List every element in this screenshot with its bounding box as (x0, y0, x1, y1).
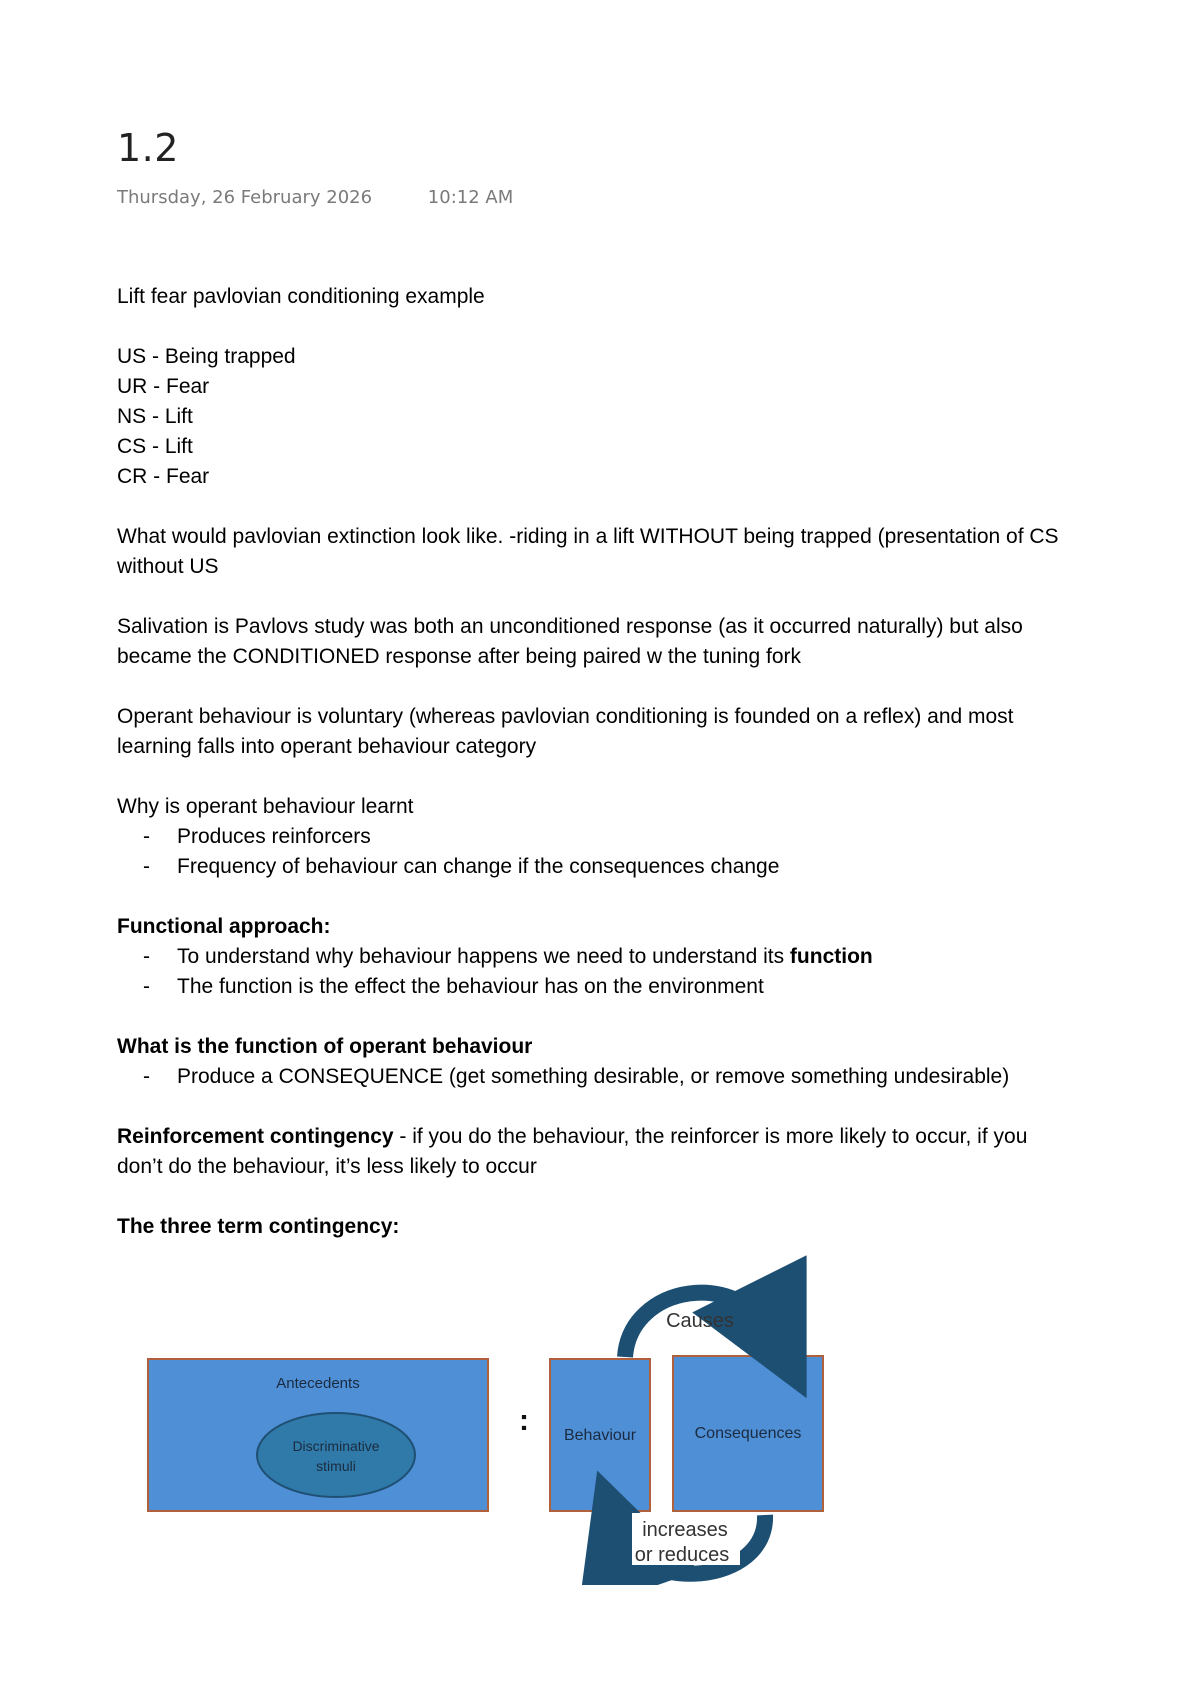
functional-heading: Functional approach: (117, 915, 331, 938)
list-item: - Produces reinforcers (117, 822, 1077, 852)
reinforcement-paragraph: Reinforcement contingency - if you do the behaviour, the reinforcer is more likely to occur, if you don’t do the behaviour, it’s less likely to occur (117, 1125, 1028, 1178)
salivation-paragraph: Salivation is Pavlovs study was both an unconditioned response (as it occurred naturally) but also became the CONDITIONED response after being paired w the tuning fork (117, 615, 1023, 668)
page-meta (117, 187, 513, 208)
pair-ur: UR - Fear (117, 375, 210, 398)
page-date: Thursday, 26 February 2026 (117, 187, 373, 208)
three-term-heading: The three term contingency: (117, 1215, 400, 1238)
operant-paragraph: Operant behaviour is voluntary (whereas pavlovian conditioning is founded on a reflex) and most learning falls into operant behaviour category (117, 705, 1014, 758)
page-title: 1.2 (117, 126, 179, 170)
colon-separator: : (519, 1404, 529, 1437)
note-body (117, 282, 1077, 1242)
list-item: - The function is the effect the behaviour has on the environment (117, 972, 1077, 1002)
pair-us: US - Being trapped (117, 345, 296, 368)
consequences-label: Consequences (694, 1425, 802, 1442)
increases-label-line1: increases (642, 1519, 728, 1541)
extinction-paragraph: What would pavlovian extinction look like. -riding in a lift WITHOUT being trapped (presentation of CS without US (117, 525, 1059, 578)
discriminative-label-line2: stimuli (316, 1458, 356, 1474)
increases-label-line2: or reduces (634, 1544, 730, 1566)
function-list (117, 1062, 1077, 1092)
antecedents-label: Antecedents (276, 1375, 360, 1392)
page-time: 10:12 AM (427, 187, 514, 208)
pair-cs: CS - Lift (117, 435, 193, 458)
list-item: - Frequency of behaviour can change if the consequences change (117, 852, 1077, 882)
discriminative-ellipse (257, 1413, 415, 1497)
three-term-diagram (140, 1255, 840, 1585)
list-item: - To understand why behaviour happens we need to understand its function (117, 942, 1077, 972)
behaviour-label: Behaviour (563, 1427, 637, 1444)
why-heading: Why is operant behaviour learnt (117, 795, 414, 818)
function-heading: What is the function of operant behaviour (117, 1035, 533, 1058)
discriminative-label-line1: Discriminative (292, 1438, 380, 1454)
lift-heading: Lift fear pavlovian conditioning example (117, 285, 485, 308)
list-item: - Produce a CONSEQUENCE (get something desirable, or remove something undesirable) (117, 1062, 1077, 1092)
functional-list (117, 942, 1077, 1002)
pair-ns: NS - Lift (117, 405, 193, 428)
causes-label: Causes (666, 1310, 734, 1332)
pair-cr: CR - Fear (117, 465, 210, 488)
why-list (117, 822, 1077, 882)
